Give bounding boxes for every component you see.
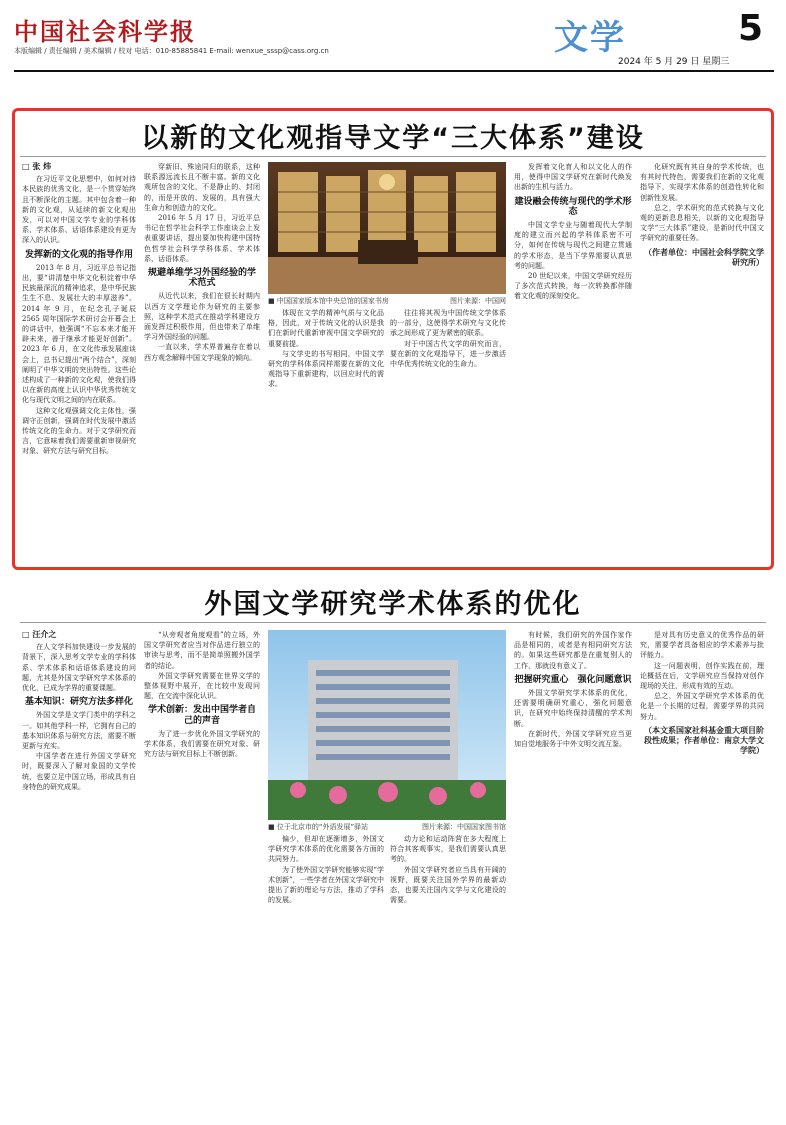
paragraph: 这一问题表明，创作实践在前，理论概括在后，文学研究应当保持对创作现场的关注，形成有效的互动。 [640, 661, 764, 691]
article1-column-1 [22, 162, 136, 562]
masthead-meta: 本版编辑 / 责任编辑 / 美术编辑 / 校对 电话：010-85885841 E-mail: wenxue_sssp@cass.org.cn [14, 47, 329, 55]
article2-column-3 [268, 834, 384, 1118]
article2-photo-caption: ■ 位于北京市的“外语发展”驿站 [268, 823, 369, 831]
paragraph: 2016 年 5 月 17 日，习近平总书记在哲学社会科学工作座谈会上发表重要讲话，提出要加快构建中国特色哲学社会科学学科体系、学术体系、话语体系。 [144, 214, 260, 263]
article2-column-1 [22, 630, 136, 1118]
subheading: 基本知识：研究方法多样化 [24, 697, 133, 708]
paragraph: 为了使外国文学研究能够实现“学术创新”，一些学者在外国文学研究中提出了新的理论与方法，推动了学科的发展。 [268, 865, 384, 905]
paper-name: 中国社会科学报 [14, 18, 196, 46]
paragraph: “从旁观者角度观看”的立场，外国文学研究者应当对作品进行独立的审读与思考，而不是简单照搬外国学者的结论。 [144, 631, 260, 670]
building-illustration [268, 630, 506, 820]
paragraph: 总之，学术研究的范式转换与文化观的更新息息相关，以新的文化观指导文学“三大体系”建设，是新时代中国文学研究的重要任务。 [640, 203, 764, 243]
article1-photo [268, 162, 506, 294]
paragraph: 外国文学是文学门类中的学科之一。如其他学科一样，它拥有自己的基本知识体系与研究方法，需要不断更新与充实。 [22, 711, 136, 751]
author-note: （本文系国家社科基金重大项目阶段性成果；作者单位：南京大学文学院） [644, 725, 764, 756]
paragraph: 为了进一步优化外国文学研究的学术体系，我们需要在研究对象、研究方法与研究目标上不断创新。 [144, 729, 260, 759]
headline-rule [20, 622, 766, 623]
paragraph: 发挥着文化育人和以文化人的作用，使得中国文学研究在新时代焕发出新的生机与活力。 [514, 163, 632, 192]
paragraph: 与文学史的书写相同，中国文学研究的学科体系同样需要在新的文化观指导下重新建构，以回应时代的需求。 [268, 349, 384, 389]
section-name: 文学 [554, 18, 626, 58]
subheading: 学术创新：发出中国学者自己的声音 [147, 705, 256, 726]
article1-headline[interactable]: 以新的文化观指导文学“三大体系”建设 [141, 123, 645, 154]
paragraph: 2013 年 8 月，习近平总书记指出，要“讲清楚中华文化积淀着中华民族最深沉的精神追求，是中华民族生生不息、发展壮大的丰厚滋养”。2014 年 9 月，在纪念孔子诞辰 2565 周年国际学术研讨会开幕会上的讲话中，他强调“不忘本来才能开辟未来，善于继承才能更好创新”。2023 年 6 月，在文化传承发展座谈会上，总书记提出“两个结合”，深刻阐明了中华文明的突出特性。这些论述构成了一种新的文化观，使我们得以在新的高度上认识中华优秀传统文化与现代文明之间的内在联系。 [22, 263, 136, 405]
article1-photo-credit: 图片来源：中国网 [450, 297, 506, 305]
paragraph: 20 世纪以来，中国文学研究经历了多次范式转换，每一次转换都伴随着文化观的深刻变化。 [514, 272, 632, 301]
paragraph: 中国文学专业与随着现代大学制度的建立而兴起的学科体系密不可分，如何在传统与现代之间建立贯通的学术形态，是当下学界需要认真思考的问题。 [514, 221, 632, 270]
article2-column-5 [514, 630, 632, 1118]
issue-date: 2024 年 5 月 29 日 星期三 [618, 57, 730, 67]
paragraph: 穿新旧、殊途同归的联系，这种联系源远流长且不断丰富。新的文化观所包含的文化，不是静止的、封闭的，而是开放的、发展的，具有强大生命力和创造力的文化。 [144, 163, 260, 212]
article2-column-6 [640, 630, 764, 1118]
article2-byline: □ 汪介之 [22, 630, 57, 639]
article1-photo-caption: ■ 中国国家版本馆中央总馆的国家书房 [268, 297, 389, 305]
library-interior-illustration [268, 162, 506, 294]
subheading: 发挥新的文化观的指导作用 [24, 249, 133, 260]
paragraph: 这种文化观强调文化主体性，强调守正创新，强调在时代发展中激活传统文化的生命力。对于文学研究而言，它意味着我们需要重新审视研究对象、研究方法与研究目标。 [22, 406, 136, 456]
article1-column-5 [514, 162, 632, 562]
paragraph: 外国文学研究需要在世界文学的整体视野中展开，在比较中发现问题，在交流中深化认识。 [144, 671, 260, 701]
author-note: （作者单位：中国社会科学院文学研究所） [644, 247, 764, 267]
paragraph: 从近代以来，我们在很长时期内以西方文学理论作为研究的主要参照，这种学术范式在推动学科建设方面发挥过积极作用，但也带来了单维学习外国经验的问题。 [144, 292, 260, 342]
paragraph: 总之，外国文学研究学术体系的优化是一个长期的过程，需要学界的共同努力。 [640, 692, 764, 721]
paragraph: 化研究既有其自身的学术传统，也有其时代特色，需要我们在新的文化观指导下，实现学术体系的创造性转化和创新性发展。 [640, 163, 764, 202]
article2-column-2 [144, 630, 260, 1118]
headline-rule [20, 156, 766, 157]
article1-column-3 [268, 308, 384, 562]
article2-photo-credit: 图片来源：中国国家图书馆 [422, 823, 506, 831]
paragraph: 往往将其视为中国传统文学体系的一部分，这使得学术研究与文化传承之间形成了更为紧密的联系。 [390, 309, 506, 338]
article1-column-4 [390, 308, 506, 562]
masthead [14, 8, 774, 66]
page-number: 5 [738, 8, 764, 49]
paragraph: 中国学者在进行外国文学研究时，既要深入了解对象国的文学传统，也要立足中国立场，形成具有自身特色的研究成果。 [22, 752, 136, 791]
paragraph: 外国文学研究者应当具有开阔的视野，既要关注国外学界的最新动态，也要关注国内文学与文化建设的需要。 [390, 865, 506, 905]
paragraph: 在新时代，外国文学研究应当更加自觉地服务于中外文明交流互鉴。 [514, 729, 632, 749]
paragraph: 一直以来，学术界普遍存在着以西方观念解释中国文学现象的倾向。 [144, 343, 260, 362]
article1-column-2 [144, 162, 260, 562]
article1-byline: □ 张 炜 [22, 162, 52, 171]
article2-photo [268, 630, 506, 820]
subheading: 建设融会传统与现代的学术形态 [514, 196, 632, 217]
article1-column-6 [640, 162, 764, 562]
paragraph: 是对具有历史意义的优秀作品的研究，需要学者具备相应的学术素养与批评能力。 [640, 631, 764, 660]
masthead-rule [14, 70, 774, 72]
article2-column-4 [390, 834, 506, 1118]
paragraph: 在习近平文化思想中，如何对待本民族的优秀文化，是一个贯穿始终且不断深化的主题。其中包含着一种新的文化观，从延续的新文化观出发，可以对中国文学专业的学科体系、学术体系、话语体系建设有更为深入的认识。 [22, 175, 136, 245]
paragraph: 偏少，但却在逐渐增多，外国文学研究学术体系的优化需要各方面的共同努力。 [268, 835, 384, 864]
subheading: 把握研究重心 强化问题意识 [514, 674, 632, 685]
paragraph: 体现在文学的精神气质与文化品格，因此，对于传统文化的认识是我们在新时代重新审视中国文学研究的重要前提。 [268, 309, 384, 348]
paragraph: 对于中国古代文学的研究而言，要在新的文化观指导下，进一步激活中华优秀传统文化的生命力。 [390, 339, 506, 369]
paragraph: 动力论和运动阵营在多大程度上符合其客观事实，是我们需要认真思考的。 [390, 835, 506, 864]
paragraph: 外国文学研究学术体系的优化，还需要明确研究重心，强化问题意识，在研究中始终保持清醒的学术判断。 [514, 689, 632, 728]
paragraph: 在人文学科加快建设一步发展的背景下，深入思考文学专业的学科体系、学术体系和话语体系建设的问题，尤其是外国文学研究学术体系的优化，已成为学界的重要课题。 [22, 643, 136, 693]
article2-headline[interactable]: 外国文学研究学术体系的优化 [204, 589, 582, 620]
subheading: 规避单维学习外国经验的学术范式 [147, 268, 256, 289]
paragraph: 有时候，我们研究的外国作家作品是相同的，或者是有相同研究方法的。如果这些研究都是在重复别人的工作，那就没有意义了。 [514, 631, 632, 670]
